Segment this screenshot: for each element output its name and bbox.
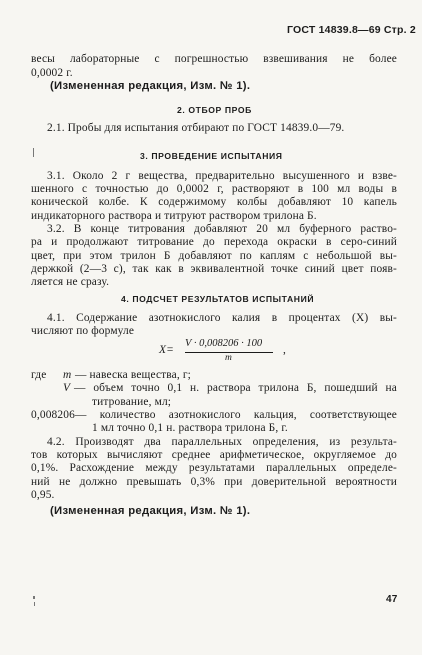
formula-fraction — [185, 338, 273, 368]
paragraph-3-2-line: ляется не сразу. — [31, 276, 110, 288]
scan-mark — [34, 602, 35, 606]
where-k-description-1: — количество азотнокислого кальция, соответствующее — [75, 409, 397, 421]
formula-trailing-comma: , — [283, 344, 286, 356]
scan-mark — [33, 596, 35, 599]
where-k-symbol: 0,008206 — [31, 409, 75, 421]
formula-denominator: m — [225, 353, 232, 363]
where-v-symbol: V — [63, 382, 71, 394]
paragraph-3-2-line: цвет, при этом трилон Б добавляют по каплям с небольшой вы- — [31, 250, 397, 262]
section-2-title: 2. ОТБОР ПРОБ — [177, 105, 252, 115]
where-m-description: — навеска вещества, г; — [75, 369, 191, 381]
paragraph-3-1-line: конической колбе. К содержимому колбы добавляют 10 капель — [31, 196, 397, 208]
intro-line-2: 0,0002 г. — [31, 67, 73, 79]
document-header: ГОСТ 14839.8—69 Стр. 2 — [287, 24, 416, 36]
paragraph-4-2-line: 4.2. Производят два параллельных определения, из результа- — [47, 436, 397, 448]
paragraph-4-2-line: тов которых вычисляют среднее арифметическое, округляемое до — [31, 449, 397, 461]
paragraph-3-1-line: 3.1. Около 2 г вещества, предварительно высушенного и взве- — [47, 170, 397, 182]
revision-note-1: (Измененная редакция, Изм. № 1). — [50, 80, 251, 92]
where-m-symbol: m — [63, 369, 72, 381]
where-v-description-1: — объем точно 0,1 н. раствора трилона Б, пошедший на — [74, 382, 397, 394]
paragraph-4-1-line: 4.1. Содержание азотнокислого калия в процентах (X) вы- — [47, 312, 397, 324]
where-k-description-2: 1 мл точно 0,1 н. раствора трилона Б, г. — [92, 422, 288, 434]
paragraph-4-1-line: числяют по формуле — [31, 325, 135, 337]
paragraph-4-2-line: ний не должно превышать 0,3% при доверительной вероятности — [31, 476, 397, 488]
formula-numerator: V · 0,008206 · 100 — [185, 338, 263, 349]
paragraph-4-2-line: 0,1%. Расхождение между результатами параллельных определе- — [31, 462, 397, 474]
section-2-paragraph: 2.1. Пробы для испытания отбирают по ГОСТ 14839.0—79. — [47, 122, 345, 134]
paragraph-3-1-line: шенного с точностью до 0,0002 г, растворяют в 100 мл воды в — [31, 183, 397, 195]
paragraph-3-1-line: индикаторного раствора и титруют раствором трилона Б. — [31, 210, 317, 222]
scan-mark — [33, 148, 34, 157]
paragraph-3-2-line: держкой (2—3 с), так как в эквивалентной точке синий цвет появ- — [31, 263, 397, 275]
where-label: где — [31, 369, 47, 381]
formula-lhs: X= — [159, 344, 174, 356]
paragraph-4-2-line: 0,95. — [31, 489, 55, 501]
paragraph-3-2-line: 3.2. В конце титрования добавляют 20 мл буферного раство- — [47, 223, 397, 235]
intro-line-1: весы лабораторные с погрешностью взвешивания не более — [31, 53, 397, 65]
page-number: 47 — [386, 594, 398, 605]
paragraph-3-2-line: ра и продолжают титрование до перехода окраски в серо-синий — [31, 236, 397, 248]
section-3-title: 3. ПРОВЕДЕНИЕ ИСПЫТАНИЯ — [140, 151, 283, 161]
revision-note-2: (Измененная редакция, Изм. № 1). — [50, 505, 251, 517]
where-v-description-2: титрование, мл; — [92, 396, 172, 408]
section-4-title: 4. ПОДСЧЕТ РЕЗУЛЬТАТОВ ИСПЫТАНИЙ — [121, 294, 315, 304]
